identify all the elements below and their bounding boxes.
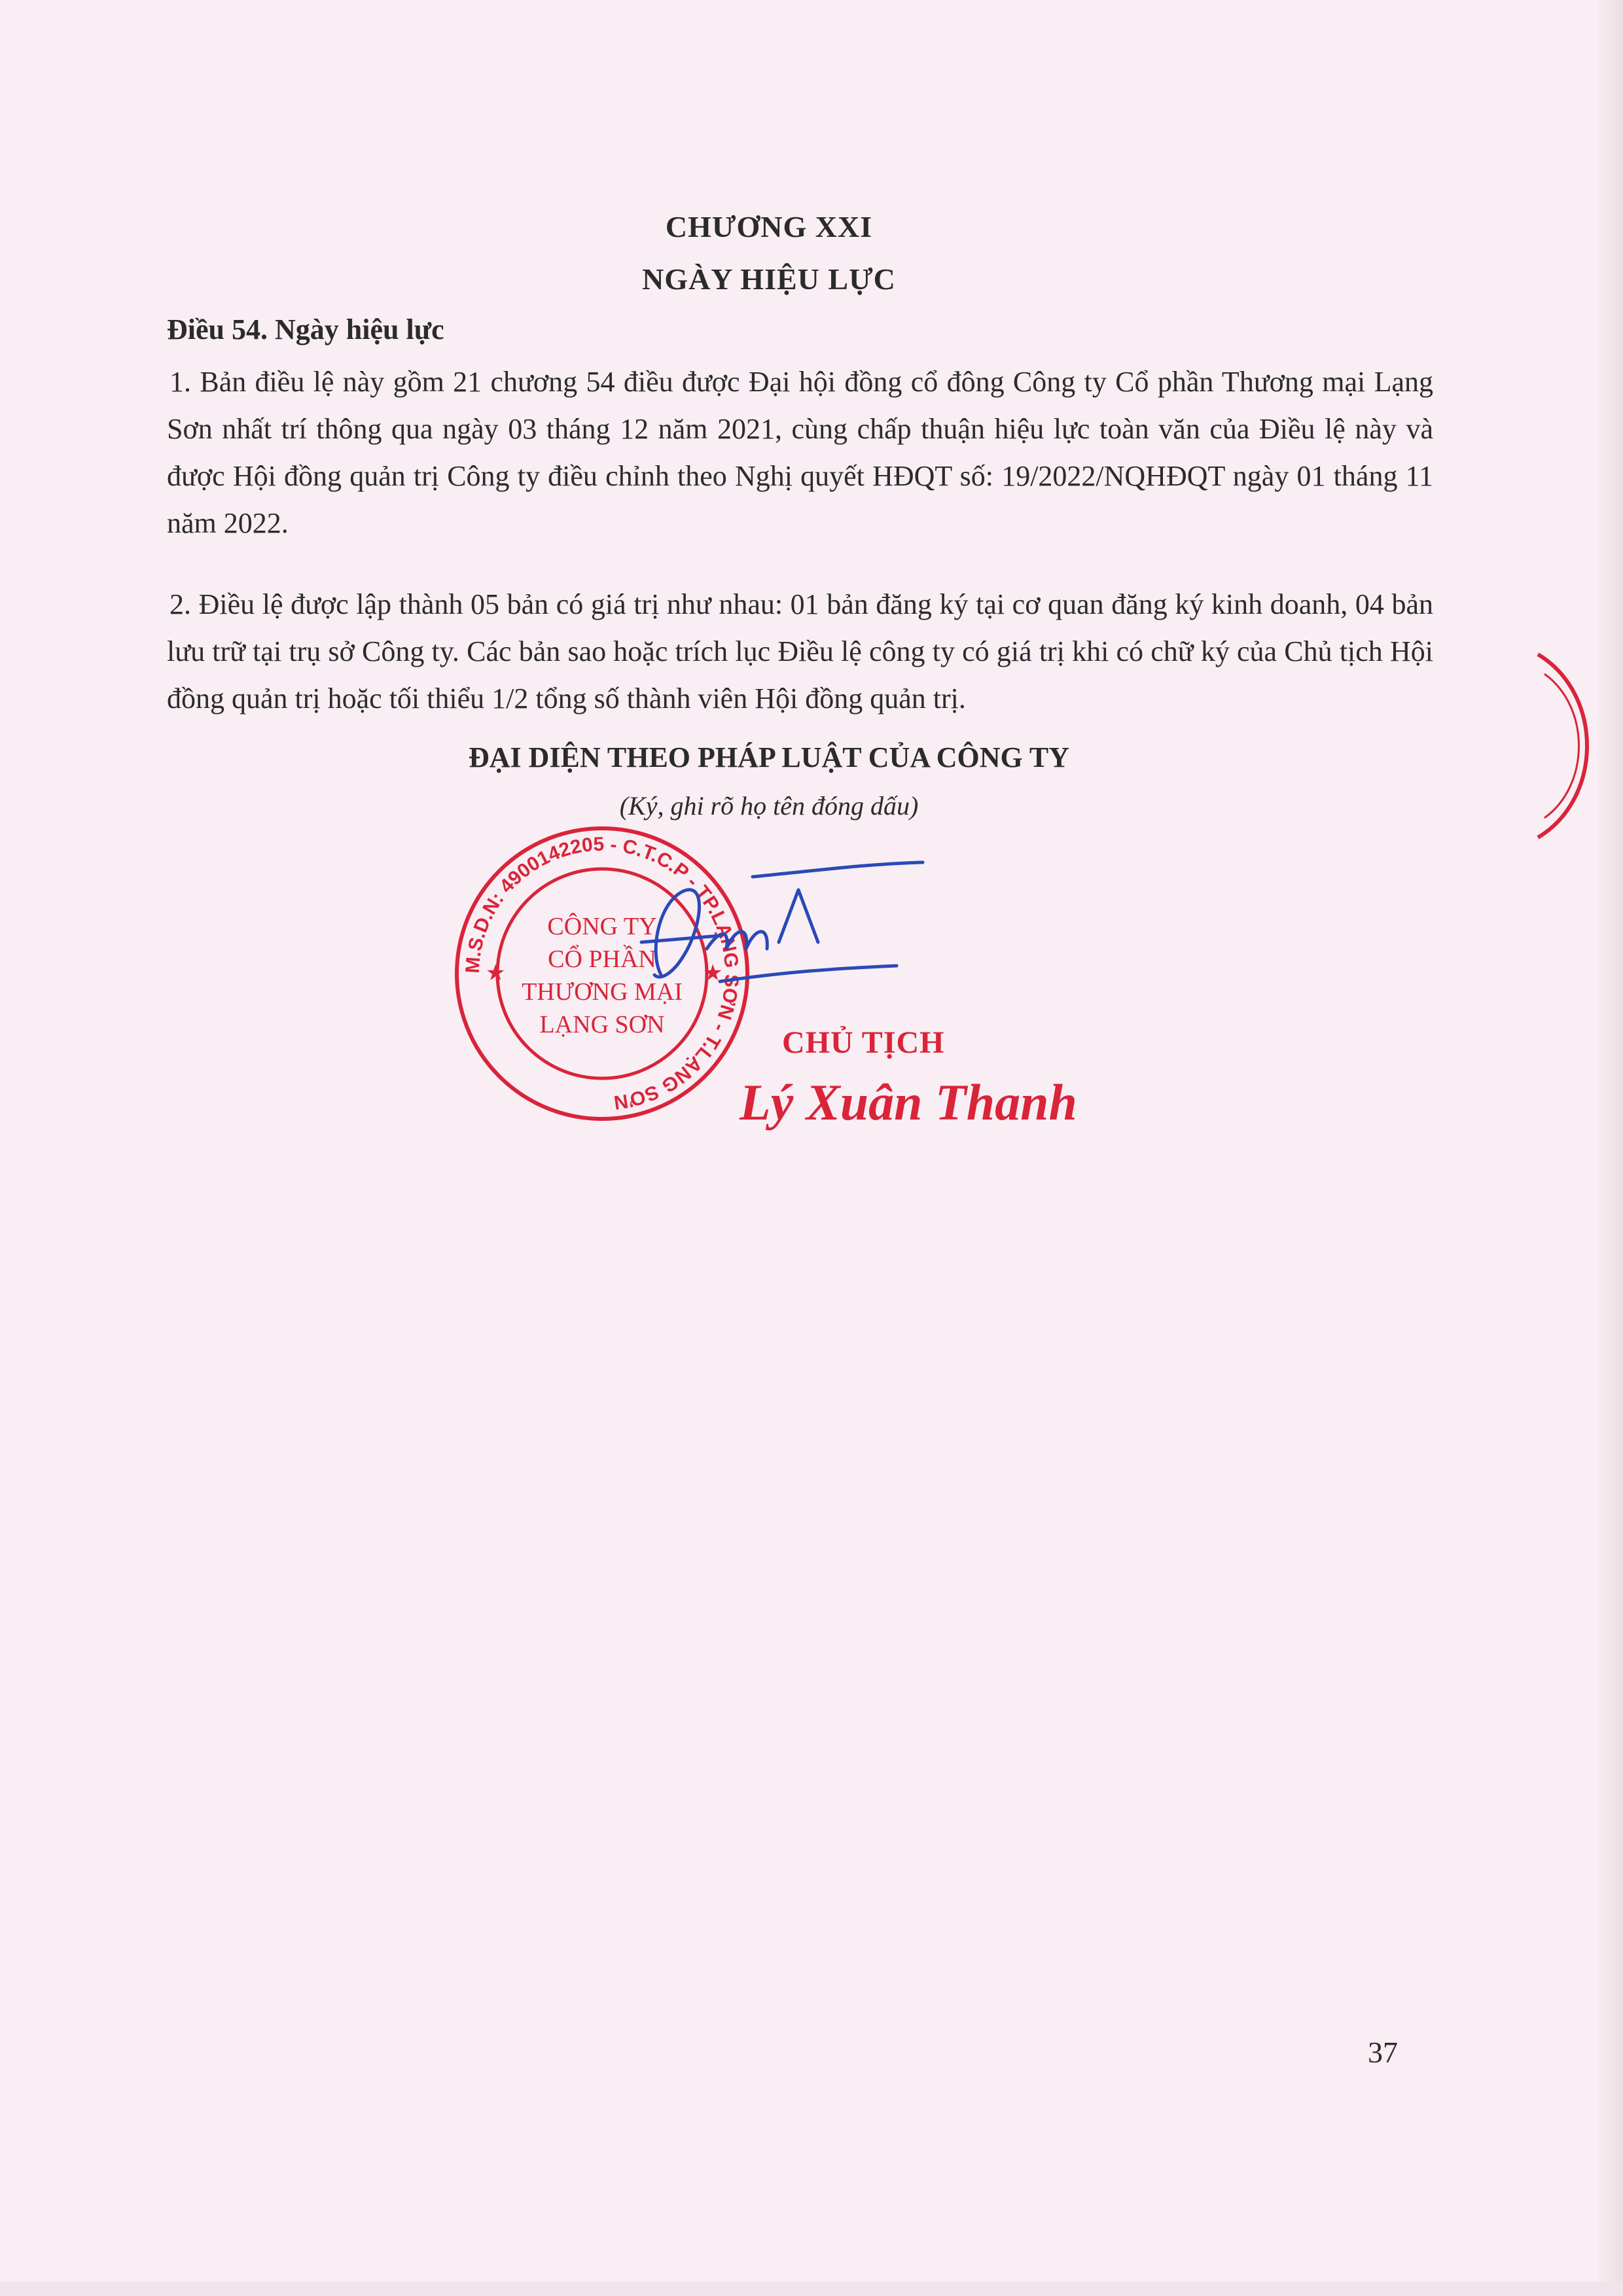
scan-edge-right (1598, 0, 1623, 2296)
svg-text:★: ★ (486, 961, 506, 985)
svg-text:CÔNG TY: CÔNG TY (547, 913, 657, 940)
page-number: 37 (1368, 2036, 1398, 2069)
article-heading: Điều 54. Ngày hiệu lực (167, 313, 444, 345)
chapter-title: NGÀY HIỆU LỰC (642, 262, 896, 296)
scan-edge-bottom (0, 2282, 1623, 2296)
chapter-number: CHƯƠNG XXI (665, 210, 873, 243)
paragraph-2: 2. Điều lệ được lập thành 05 bản có giá trị như nhau: 01 bản đăng ký tại cơ quan đăng ký kinh doanh, 04 bản lưu trữ tại trụ sở Công ty. Các bản sao hoặc trích lục Điều lệ công ty có giá trị khi có chữ ký của Chủ tịch Hội đồng quản trị hoặc tối thiểu 1/2 tổng số thành viên Hội đồng quản trị. (167, 588, 1433, 715)
paragraph-1: 1. Bản điều lệ này gồm 21 chương 54 điều được Đại hội đồng cổ đông Công ty Cổ phần Thương mại Lạng Sơn nhất trí thông qua ngày 03 tháng 12 năm 2021, cùng chấp thuận hiệu lực toàn văn của Điều lệ này và được Hội đồng quản trị Công ty điều chỉnh theo Nghị quyết HĐQT số: 19/2022/NQHĐQT ngày 01 tháng 11 năm 2022. (167, 366, 1433, 539)
signer-name: Lý Xuân Thanh (740, 1074, 1077, 1131)
svg-text:CỔ PHẦN: CỔ PHẦN (548, 945, 656, 973)
partial-seal-icon (1531, 648, 1610, 844)
representative-title: ĐẠI DIỆN THEO PHÁP LUẬT CỦA CÔNG TY (468, 741, 1070, 773)
svg-text:THƯƠNG MẠI: THƯƠNG MẠI (522, 978, 683, 1006)
svg-text:★: ★ (703, 961, 723, 985)
svg-text:M.S.D.N: 4900142205 - C.T.C.P: M.S.D.N: 4900142205 - C.T.C.P - TP.LẠNG SƠN - T.LẠNG SƠN (461, 833, 743, 1114)
svg-text:LẠNG SƠN: LẠNG SƠN (539, 1011, 665, 1038)
signer-title: CHỦ TỊCH (782, 1025, 945, 1060)
handwritten-signature-icon (622, 851, 936, 1021)
signature-note: (Ký, ghi rõ họ tên đóng dấu) (619, 791, 919, 821)
